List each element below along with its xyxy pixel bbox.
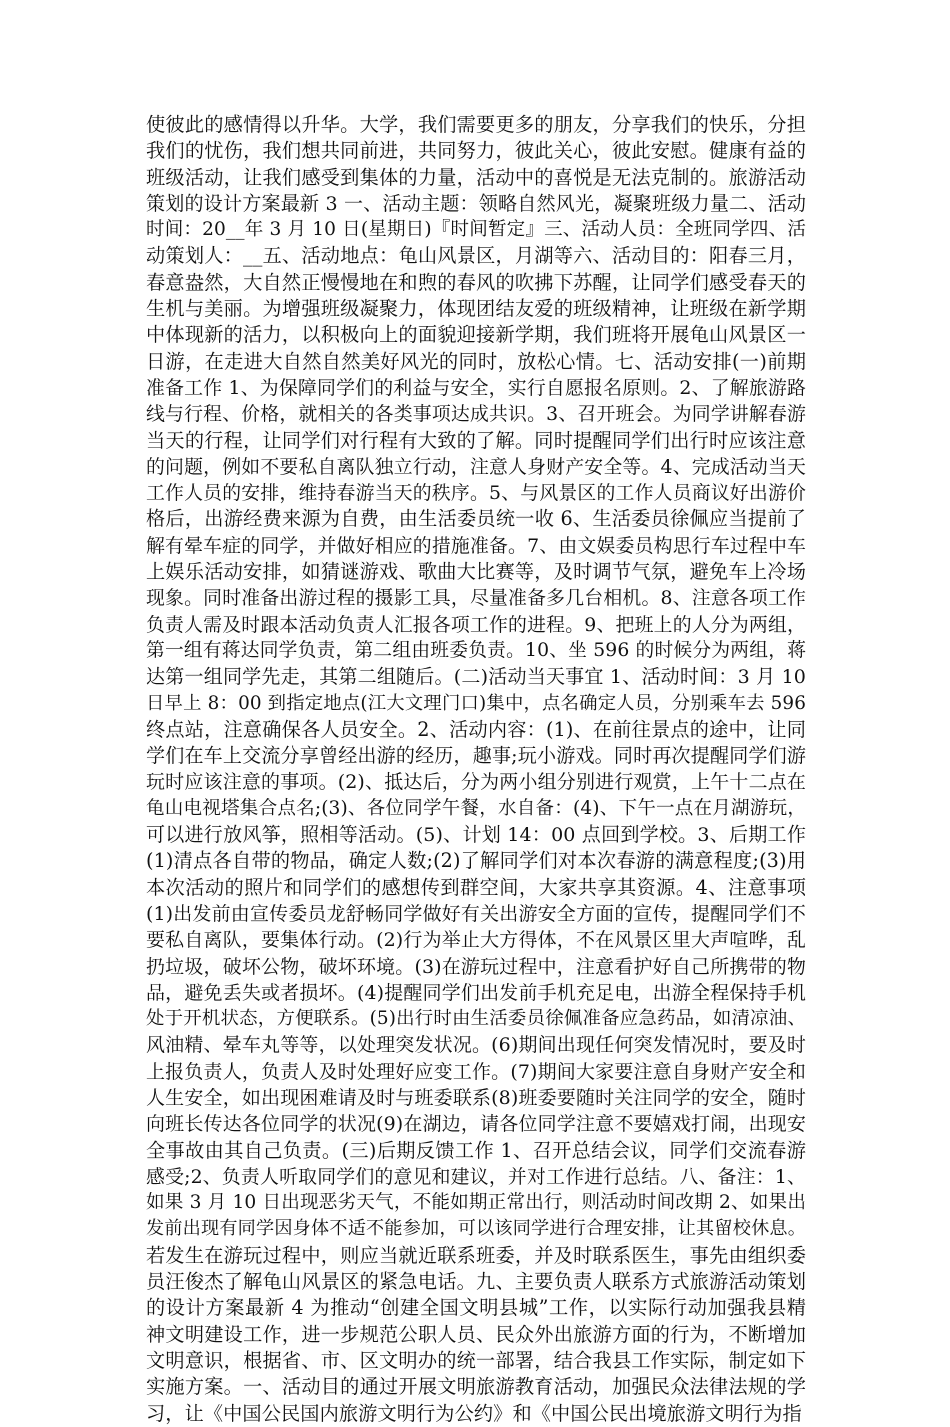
text-line: 时间：20__年 3 月 10 日(星期日)『时间暂定』三、活动人员：全班同学四、活	[146, 219, 806, 241]
text-line: 员汪俊杰了解龟山风景区的紧急电话。九、主要负责人联系方式旅游活动策划	[146, 1270, 806, 1294]
text-line: 日游，在走进大自然自然美好风光的同时，放松心情。七、活动安排(一)前期	[146, 349, 806, 373]
text-line: 现象。同时准备出游过程的摄影工具，尽量准备多几台相机。8、注意各项工作	[146, 587, 806, 610]
text-line: 策划的设计方案最新 3 一、活动主题：领略自然风光，凝聚班级力量二、活动	[146, 192, 806, 215]
text-line: 实施方案。一、活动目的通过开展文明旅游教育活动，加强民众法律法规的学	[146, 1375, 806, 1399]
text-line: 感受;2、负责人听取同学们的意见和建议，并对工作进行总结。八、备注：1、	[146, 1165, 806, 1188]
text-line: 如果 3 月 10 日出现恶劣天气，不能如期正常出行，则活动时间改期 2、如果出	[146, 1192, 806, 1214]
text-line: 我们的忧伤，我们想共同前进，共同努力，彼此关心，彼此安慰。健康有益的	[146, 139, 806, 163]
text-line: 可以进行放风筝，照相等活动。(5)、计划 14：00 点回到学校。3、后期工作	[146, 824, 806, 847]
text-line: 中体现新的活力，以积极向上的面貌迎接新学期，我们班将开展龟山风景区一	[146, 323, 806, 347]
text-line: 向班长传达各位同学的状况(9)在湖边，请各位同学注意不要嬉戏打闹，出现安	[146, 1113, 806, 1136]
text-line: 解有晕车症的同学，并做好相应的措施准备。7、由文娱委员构思行车过程中车	[146, 534, 806, 557]
text-line: 第一组有蒋达同学负责，第二组由班委负责。10、坐 596 的时候分为两组，蒋	[146, 639, 806, 661]
text-line: 学们在车上交流分享曾经出游的经历，趣事;玩小游戏。同时再次提醒同学们游	[146, 745, 806, 768]
text-line: 负责人需及时跟本活动负责人汇报各项工作的进程。9、把班上的人分为两组，	[146, 613, 806, 636]
text-line: 春意盎然，大自然正慢慢地在和煦的春风的吹拂下苏醒，让同学们感受春天的	[146, 270, 806, 294]
text-line: (1)出发前由宣传委员龙舒畅同学做好有关出游安全方面的宣传，提醒同学们不	[146, 902, 806, 925]
text-line: 日早上 8：00 到指定地点(江大文理门口)集中，点名确定人员，分别乘车去 596	[146, 692, 806, 714]
text-line: 文明意识，根据省、市、区文明办的统一部署，结合我县工作实际，制定如下	[146, 1348, 806, 1372]
text-line: 使彼此的感情得以升华。大学，我们需要更多的朋友，分享我们的快乐，分担	[146, 113, 806, 136]
text-line: 全事故由其自己负责。(三)后期反馈工作 1、召开总结会议，同学们交流春游	[146, 1138, 806, 1162]
text-line: 本次活动的照片和同学们的感想传到群空间，大家共享其资源。4、注意事项	[146, 875, 806, 899]
text-line: 生机与美丽。为增强班级凝聚力，体现团结友爱的班级精神，让班级在新学期	[146, 297, 806, 321]
text-line: 玩时应该注意的事项。(2)、抵达后，分为两小组分别进行观赏，上午十二点在	[146, 771, 806, 794]
text-line: 上娱乐活动安排，如猜谜游戏、歌曲大比赛等，及时调节气氛，避免车上冷场	[146, 560, 806, 584]
text-line: 达第一组同学先走，其第二组随后。(二)活动当天事宜 1、活动时间：3 月 10	[146, 666, 806, 689]
text-line: 要私自离队，要集体行动。(2)行为举止大方得体，不在风景区里大声喧哗，乱	[146, 929, 806, 952]
text-line: 品，避免丢失或者损坏。(4)提醒同学们出发前手机充足电，出游全程保持手机	[146, 981, 806, 1004]
text-line: (1)清点各自带的物品，确定人数;(2)了解同学们对本次春游的满意程度;(3)用	[146, 849, 806, 873]
text-line: 风油精、晕车丸等等，以处理突发状况。(6)期间出现任何突发情况时，要及时	[146, 1034, 806, 1057]
text-line: 习，让《中国公民国内旅游文明行为公约》和《中国公民出境旅游文明行为指	[146, 1401, 802, 1425]
text-line: 处于开机状态，方便联系。(5)出行时由生活委员徐佩准备应急药品，如清凉油、	[146, 1008, 806, 1030]
text-line: 的设计方案最新 4 为推动“创建全国文明县城”工作，以实际行动加强我县精	[146, 1296, 806, 1320]
text-line: 班级活动，让我们感受到集体的力量，活动中的喜悦是无法克制的。旅游活动	[146, 165, 806, 189]
text-line: 神文明建设工作，进一步规范公职人员、民众外出旅游方面的行为，不断增加	[146, 1322, 806, 1346]
text-line: 当天的行程，让同学们对行程有大致的了解。同时提醒同学们出行时应该注意	[146, 428, 806, 452]
text-line: 人生安全，如出现困难请及时与班委联系(8)班委要随时关注同学的安全，随时	[146, 1086, 806, 1109]
text-line: 动策划人：__五、活动地点：龟山风景区，月湖等六、活动目的：阳春三月，	[146, 244, 806, 268]
text-line: 工作人员的安排，维持春游当天的秩序。5、与风景区的工作人员商议好出游价	[146, 482, 806, 505]
body-text	[146, 112, 806, 1427]
text-line: 线与行程、价格，就相关的各类事项达成共识。3、召开班会。为同学讲解春游	[146, 403, 806, 426]
text-line: 的问题，例如不要私自离队独立行动，注意人身财产安全等。4、完成活动当天	[146, 455, 806, 478]
text-line: 若发生在游玩过程中，则应当就近联系班委，并及时联系医生，事先由组织委	[146, 1243, 806, 1267]
text-line: 发前出现有同学因身体不适不能参加，可以该同学进行合理安排，让其留校休息。	[146, 1218, 806, 1240]
text-line: 扔垃圾，破坏公物，破坏环境。(3)在游玩过程中，注意看护好自己所携带的物	[146, 955, 806, 978]
text-line: 终点站，注意确保各人员安全。2、活动内容：(1)、在前往景点的途中，让同	[146, 717, 806, 741]
text-line: 准备工作 1、为保障同学们的利益与安全，实行自愿报名原则。2、了解旅游路	[146, 376, 806, 399]
text-line: 龟山电视塔集合点名;(3)、各位同学午餐，水自备：(4)、下午一点在月湖游玩，	[146, 797, 806, 819]
text-line: 上报负责人，负责人及时处理好应变工作。(7)期间大家要注意自身财产安全和	[146, 1060, 806, 1083]
text-line: 格后，出游经费来源为自费，由生活委员统一收 6、生活委员徐佩应当提前了	[146, 507, 806, 531]
